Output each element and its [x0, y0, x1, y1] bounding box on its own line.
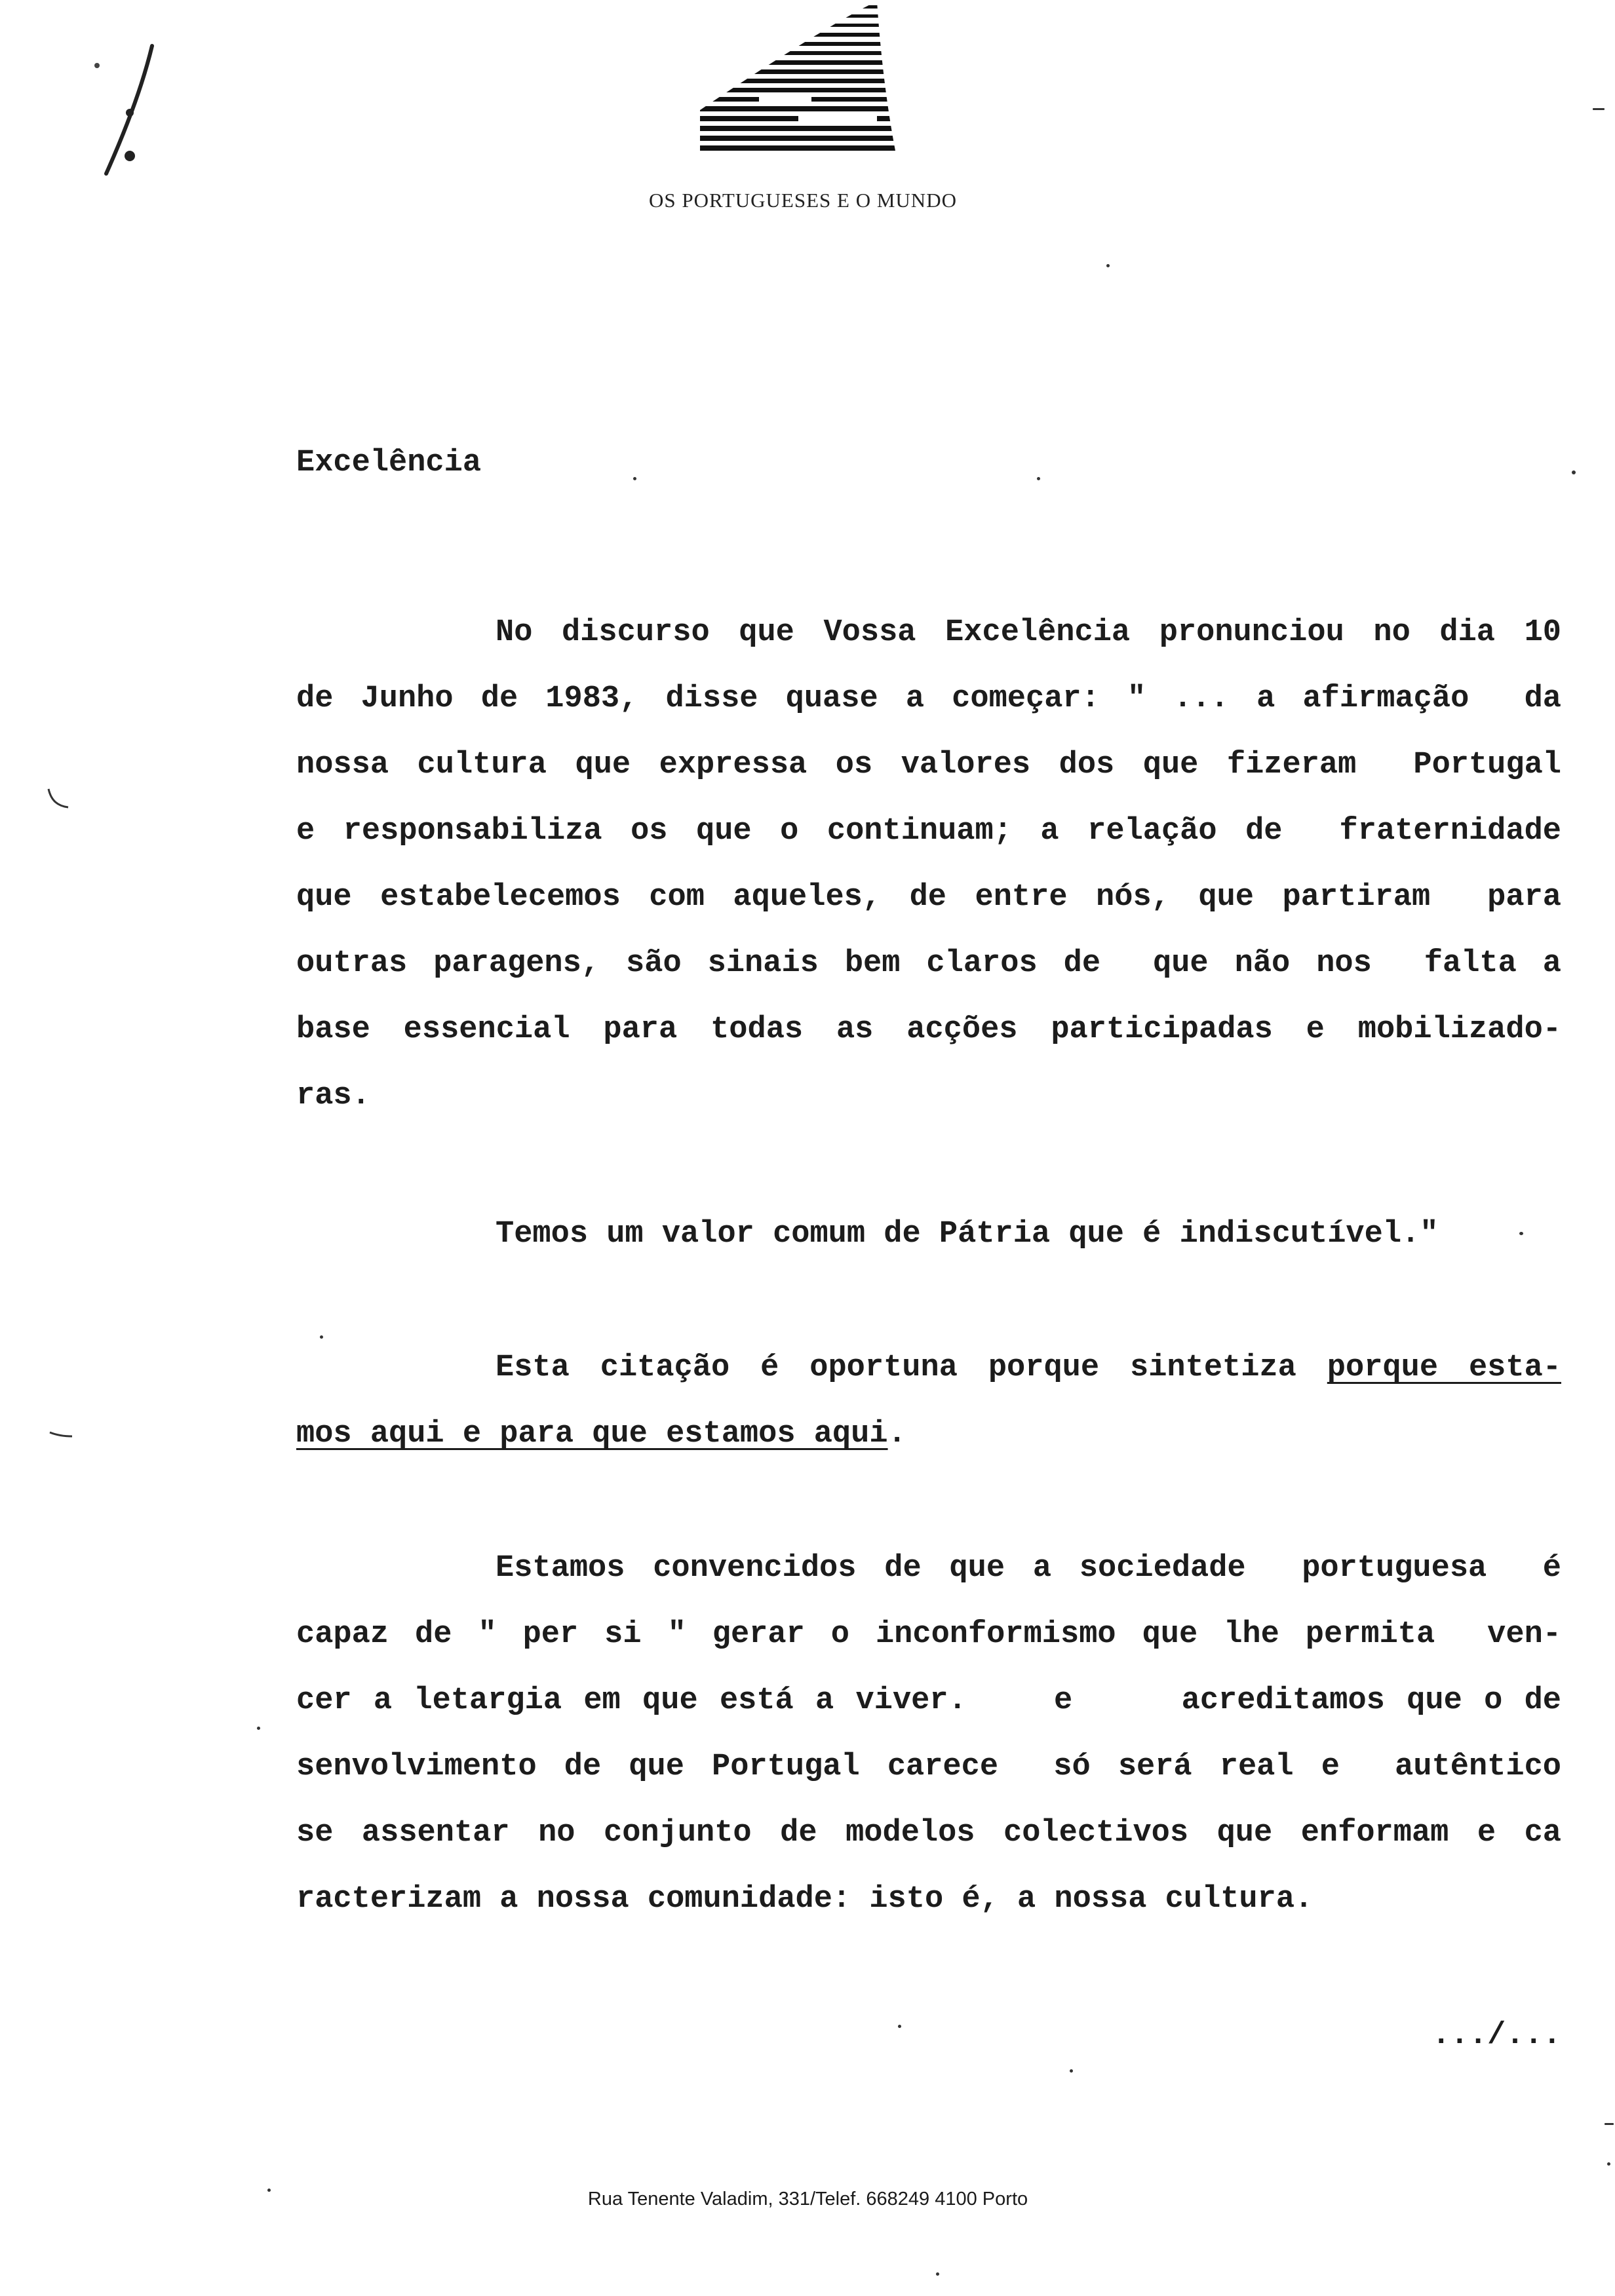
scan-speck [1519, 1232, 1523, 1235]
scan-speck [257, 1727, 260, 1730]
text-line: Temos um valor comum de Pátria que é indiscutível." [496, 1217, 1439, 1252]
underlined-text: mos aqui e para que estamos aqui [296, 1417, 888, 1451]
scan-speck [1070, 2069, 1073, 2073]
text-line: senvolvimento de que Portugal carece só será real e autêntico [296, 1750, 1561, 1784]
paragraph-3 [296, 1335, 1561, 1467]
text-segment: Esta citação é oportuna porque sintetiza [496, 1350, 1327, 1385]
text-line: ras. [296, 1079, 370, 1113]
underlined-text: porque esta- [1327, 1350, 1561, 1385]
scan-speck [1106, 264, 1110, 267]
scan-speck [1593, 108, 1605, 110]
scan-speck [898, 2025, 901, 2028]
scan-speck [1605, 2123, 1614, 2125]
scan-mark-icon [46, 786, 72, 813]
organization-name: OS PORTUGUESES E O MUNDO [649, 189, 957, 212]
text-line: de Junho de 1983, disse quase a começar: " ... a afirmação da [296, 681, 1561, 716]
text-line: nossa cultura que expressa os valores dos que fizeram Portugal [296, 748, 1561, 782]
text-line: se assentar no conjunto de modelos colectivos que enformam e ca [296, 1816, 1561, 1850]
paragraph-2 [296, 1201, 1561, 1267]
scan-mark-icon [49, 1428, 75, 1442]
scan-speck [320, 1335, 323, 1339]
text-line: e responsabiliza os que o continuam; a relação de fraternidade [296, 814, 1561, 849]
scan-speck [1572, 470, 1576, 474]
handwritten-mark-icon [92, 39, 170, 183]
text-line: cer a letargia em que está a viver. e acreditamos que o de [296, 1683, 1561, 1718]
text-line [296, 1335, 1561, 1401]
scan-speck [936, 2272, 939, 2276]
text-line [296, 1401, 1561, 1467]
scan-speck [267, 2189, 271, 2192]
text-line: capaz de " per si " gerar o inconformismo que lhe permita ven- [296, 1617, 1561, 1652]
text-segment: . [887, 1417, 906, 1451]
continuation-mark: .../... [1431, 2018, 1561, 2053]
text-line: racterizam a nossa comunidade: isto é, a nossa cultura. [296, 1882, 1313, 1917]
text-line: No discurso que Vossa Excelência pronunciou no dia 10 [496, 615, 1561, 650]
scan-speck [1607, 2162, 1610, 2166]
paragraph-1 [296, 600, 1561, 1129]
footer-address: Rua Tenente Valadim, 331/Telef. 668249 4100 Porto [587, 2189, 1028, 2210]
text-line: outras paragens, são sinais bem claros de que não nos falta a [296, 946, 1561, 981]
text-line: Estamos convencidos de que a sociedade portuguesa é [496, 1551, 1561, 1586]
striped-sail-logo-icon [687, 0, 915, 167]
scan-speck [1037, 477, 1040, 480]
text-line: base essencial para todas as acções participadas e mobilizado- [296, 1012, 1561, 1047]
paragraph-4 [296, 1535, 1561, 1932]
salutation: Excelência [296, 446, 482, 480]
text-line: que estabelecemos com aqueles, de entre nós, que partiram para [296, 880, 1561, 915]
scan-speck [633, 477, 636, 480]
